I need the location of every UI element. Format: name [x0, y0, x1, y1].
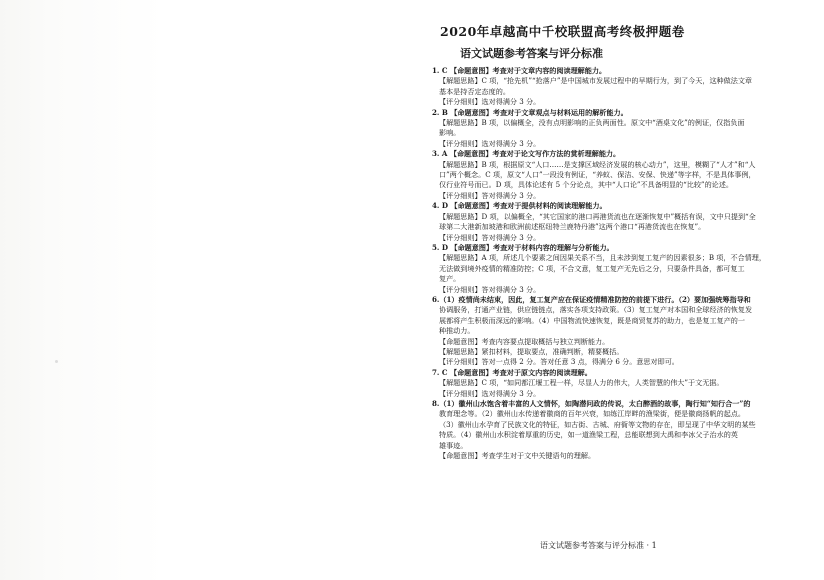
page-footer: 语文试题参考答案与评分标准 · 1	[540, 541, 657, 550]
answer-line: 3. A 【命题意图】考查对于论文写作方法的赏析理解能力。	[432, 149, 621, 159]
answer-line: 复产。	[439, 274, 461, 284]
answer-line: 【解题思路】B 项，以偏概全，没有点明影响的正负两面性。原文中“酒桌文化”的例证，仅指负面	[439, 118, 745, 128]
answer-line: 【命题意图】考查内容要点提取概括与独立判断能力。	[439, 336, 610, 346]
answer-line: 【评分细则】答对得满分 3 分。	[439, 284, 541, 294]
answer-line: 【解题思路】A 项，所述几个要素之间因果关系不当，且未涉到复工复产的因素很多；B 项，不合情理，	[439, 253, 766, 263]
answer-line: 【评分细则】答对得满分 3 分。	[439, 232, 541, 242]
answer-line: 【解题思路】B 项，根据原文“人口……是支撑区域经济发展的核心动力”，这里，模糊了“人才”和“人	[439, 159, 756, 169]
answer-content	[432, 66, 804, 461]
page-title: 2020年卓越高中千校联盟高考终极押题卷	[440, 24, 685, 39]
page-subtitle: 语文试题参考答案与评分标准	[460, 47, 603, 60]
answer-line: 4. D 【命题意图】考查对于提供材料的阅读理解能力。	[432, 201, 607, 211]
answer-line: 【解题思路】紧扣材料，提取要点，准确判断，精要概括。	[439, 346, 624, 356]
answer-line: 【解题思路】C 项，“抢先机”“抢落户”是中国城市发展过程中的早期行为，到了今天，这种做法文章	[439, 76, 753, 86]
answer-line: 【评分细则】选对得满分 3 分。	[439, 388, 541, 398]
answer-line: 8.（1）徽州山水饱含着丰富的人文情怀，如陶潜问政的传说，太白醉酒的故事，陶行知“知行合一”的	[432, 399, 751, 408]
answer-line: 5. D 【命题意图】考查对于材料内容的理解与分析能力。	[432, 242, 614, 252]
answer-line: 教育理念等。（2）徽州山水传递着徽商的百年兴衰，如练江岸畔的渔梁街，便是徽商扬帆的起点。	[439, 409, 745, 419]
scan-speck	[55, 360, 58, 363]
answer-line: 展都将产生积极而深远的影响。（4）中国物流快速恢复，既是商贸复苏的助力，也是复工复产的一	[439, 315, 745, 325]
answer-line: 球第二大港新加坡港和欧洲前述枢纽特兰鹿特丹港”这两个港口“再港货流也在恢复”。	[439, 222, 706, 232]
answer-line: （3）徽州山水孕育了民族文化的特征，如古街、古城、府衙等文物的存在，即呈现了中华文明的某些	[439, 419, 756, 429]
answer-line: 1. C 【命题意图】考查对于文章内容的阅读理解能力。	[432, 66, 607, 75]
answer-line: 【解题思路】D 项，以偏概全，“其它国家的港口再港货流也在逐渐恢复中”概括有误，文中只提到“全	[439, 211, 756, 221]
answer-line: 6.（1）疫情尚未结束，因此，复工复产应在保证疫情精准防控的前提下进行。（2）要加强统筹指导和	[432, 294, 751, 304]
answer-line: 仅行业符号而已。D 项，具体论述有 5 个分论点，其中“人口论”不具备明显的“比较”的论述。	[439, 180, 733, 190]
answer-line: 【评分细则】选对得满分 3 分。	[439, 97, 541, 107]
answer-line: 口”两个概念。C 项，原文“人口”一段没有例证，“养蚁、保洁、安保、快递”等字样，不是具体事例，	[439, 170, 756, 180]
answer-line: 特质。（4）徽州山水积淀着厚重的历史，如一道渔梁工程，总能联想到大禹和李冰父子治水的英	[439, 430, 738, 440]
answer-line: 【评分细则】答对一点得 2 分。答对任意 3 点，得满分 6 分。意思对即可。	[439, 357, 679, 367]
answer-line: 7. C 【命题意图】考查对于原文内容的阅读理解。	[432, 367, 592, 377]
answer-line: 【评分细则】选对得满分 3 分。	[439, 138, 541, 148]
answer-line: 基本是持否定态度的。	[439, 86, 510, 96]
answer-line: 协调服务，打通产业链，供应链链点，落实各项支持政策。（3）复工复产对本国和全球经济的恢复发	[439, 305, 753, 315]
answer-line: 雄事迹。	[439, 440, 468, 450]
answer-line: 【解题思路】C 项，“如同都江堰工程一样，尽显人力的伟大，人类智慧的伟大”于文无据。	[439, 378, 724, 388]
answer-line: 2. B 【命题意图】考查对于文章观点与材料运用的解析能力。	[432, 107, 628, 117]
answer-line: 【评分细则】答对得满分 3 分。	[439, 190, 541, 200]
answer-line: 【命题意图】考查学生对于文中关键语句的理解。	[439, 451, 596, 461]
answer-line: 影响。	[439, 128, 461, 138]
answer-line: 种推动力。	[439, 326, 475, 336]
answer-line: 无法做到境外疫情的精准防控；C 项，不合文意，复工复产无先后之分，只要条件具备，都可复工	[439, 263, 745, 273]
